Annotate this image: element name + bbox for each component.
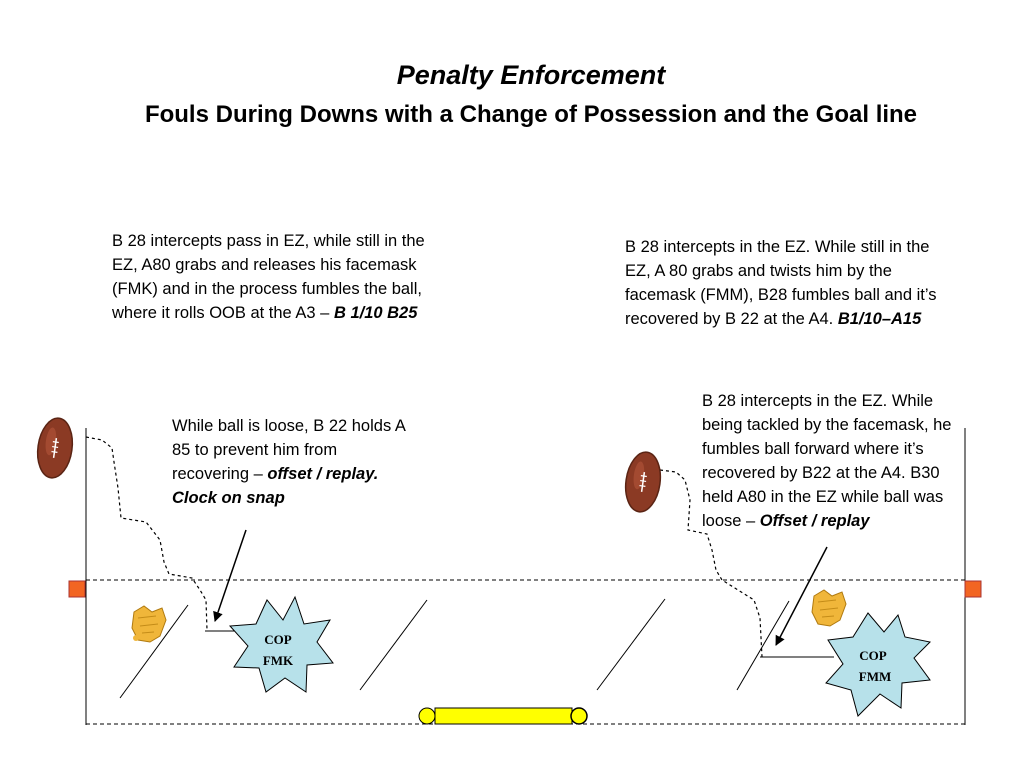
yard-line xyxy=(360,600,427,690)
burst-label: FMM xyxy=(858,669,892,684)
ball-path-right xyxy=(660,470,762,657)
yard-line xyxy=(597,599,665,690)
play-note-text: B 28 intercepts pass in EZ, while still in the EZ, A80 grabs and releases his facemask (FMK) and in the process fumbles the ball, where it rolls OOB at the A3 – xyxy=(112,232,425,322)
chains-icon xyxy=(419,708,587,724)
page-subtitle: Fouls During Downs with a Change of Possession and the Goal line xyxy=(144,101,918,128)
burst-icon-right xyxy=(826,613,930,716)
play-note-ruling: B1/10–A15 xyxy=(837,310,922,328)
play-note-text: B 28 intercepts in the EZ. While being tackled by the facemask, he fumbles ball forward where it’s recovered by B22 at the A4. B30 held A80 in the EZ while ball was loose – xyxy=(702,392,952,530)
play-note-ruling: offset / replay. Clock on snap xyxy=(172,465,379,507)
ball-path-left xyxy=(86,437,207,630)
arrow-left xyxy=(215,530,246,621)
burst-label: FMK xyxy=(262,653,294,668)
pylon-icon xyxy=(69,581,85,597)
play-note-ruling: Offset / replay xyxy=(759,512,870,530)
burst-icon-left xyxy=(230,597,333,692)
yard-line xyxy=(737,601,789,690)
play-note-ruling: B 1/10 B25 xyxy=(333,304,418,322)
play-note-text: While ball is loose, B 22 holds A 85 to prevent him from recovering – xyxy=(172,417,405,483)
page-title: Penalty Enforcement xyxy=(396,60,666,90)
penalty-flag-icon xyxy=(812,590,846,626)
burst-label: COP xyxy=(859,648,887,663)
play-note-text: B 28 intercepts in the EZ. While still in the EZ, A 80 grabs and twists him by the facemask (FMM), B28 fumbles ball and it’s recovered by B 22 at the A4. xyxy=(625,238,937,328)
burst-icon xyxy=(826,613,930,716)
penalty-flag-icon xyxy=(132,606,166,642)
football-icon xyxy=(622,450,664,514)
football-icon xyxy=(34,416,76,480)
burst-label: COP xyxy=(264,632,292,647)
pylon-icon xyxy=(965,581,981,597)
